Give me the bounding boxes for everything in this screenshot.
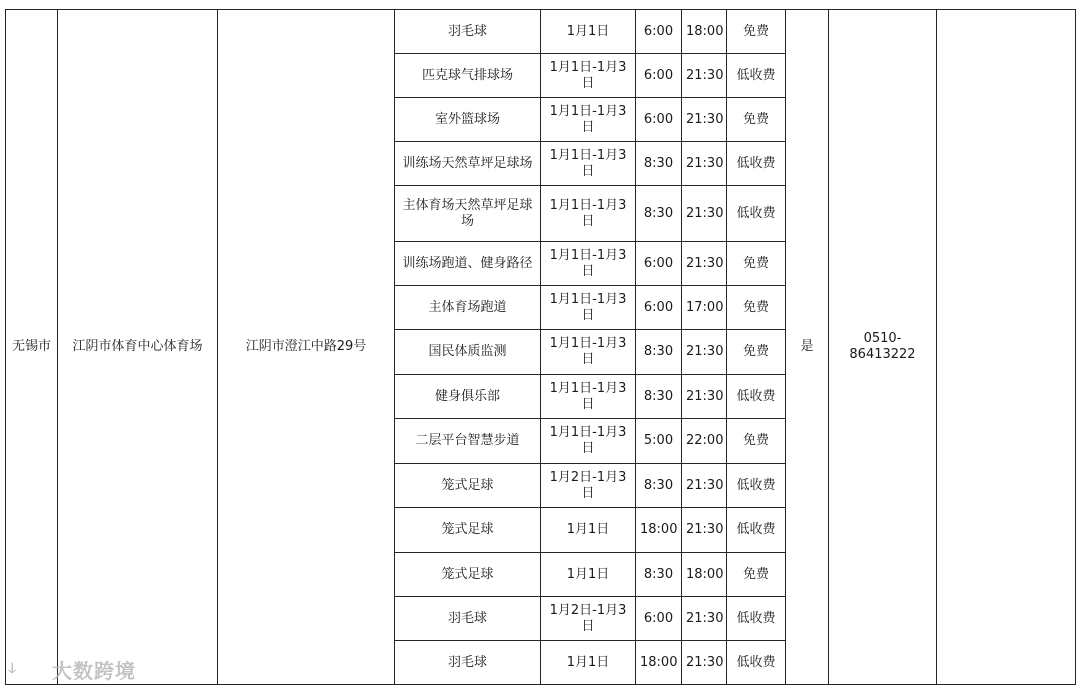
end-time-cell: 21:30	[682, 375, 727, 419]
end-time-cell: 21:30	[682, 641, 727, 685]
phone-cell: 0510-86413222	[829, 10, 937, 685]
address-cell: 江阴市澄江中路29号	[218, 10, 395, 685]
item-cell: 二层平台智慧步道	[395, 419, 541, 464]
end-time-cell: 21:30	[682, 186, 727, 242]
fee-cell: 免费	[727, 419, 786, 464]
item-cell: 羽毛球	[395, 10, 541, 54]
date-cell: 1月1日	[541, 10, 636, 54]
venue-name-cell: 江阴市体育中心体育场	[58, 10, 218, 685]
end-time-cell: 21:30	[682, 54, 727, 98]
fee-cell: 低收费	[727, 641, 786, 685]
start-time-cell: 5:00	[636, 419, 682, 464]
venue-schedule-table	[5, 9, 1076, 685]
item-cell: 训练场跑道、健身路径	[395, 242, 541, 286]
item-cell: 羽毛球	[395, 641, 541, 685]
start-time-cell: 8:30	[636, 330, 682, 375]
fee-cell: 低收费	[727, 508, 786, 553]
end-time-cell: 21:30	[682, 597, 727, 641]
item-cell: 主体育场跑道	[395, 286, 541, 330]
item-cell: 主体育场天然草坪足球场	[395, 186, 541, 242]
fee-cell: 低收费	[727, 597, 786, 641]
fee-cell: 免费	[727, 330, 786, 375]
item-cell: 训练场天然草坪足球场	[395, 142, 541, 186]
item-cell: 国民体质监测	[395, 330, 541, 375]
date-cell: 1月1日	[541, 553, 636, 597]
date-cell: 1月2日-1月3日	[541, 597, 636, 641]
item-cell: 笼式足球	[395, 553, 541, 597]
item-cell: 羽毛球	[395, 597, 541, 641]
item-cell: 匹克球气排球场	[395, 54, 541, 98]
fee-cell: 免费	[727, 242, 786, 286]
watermark-text: 大数跨境	[52, 659, 136, 683]
end-time-cell: 18:00	[682, 553, 727, 597]
fee-cell: 免费	[727, 10, 786, 54]
date-cell: 1月1日-1月3日	[541, 419, 636, 464]
end-time-cell: 17:00	[682, 286, 727, 330]
date-cell: 1月1日-1月3日	[541, 375, 636, 419]
start-time-cell: 6:00	[636, 98, 682, 142]
item-cell: 室外篮球场	[395, 98, 541, 142]
start-time-cell: 6:00	[636, 597, 682, 641]
start-time-cell: 8:30	[636, 375, 682, 419]
date-cell: 1月1日-1月3日	[541, 330, 636, 375]
end-time-cell: 21:30	[682, 98, 727, 142]
end-time-cell: 22:00	[682, 419, 727, 464]
open-flag-cell: 是	[786, 10, 829, 685]
table-body	[6, 10, 1076, 685]
fee-cell: 低收费	[727, 464, 786, 508]
fee-cell: 免费	[727, 98, 786, 142]
end-time-cell: 21:30	[682, 330, 727, 375]
date-cell: 1月1日	[541, 508, 636, 553]
city-cell: 无锡市	[6, 10, 58, 685]
date-cell: 1月1日-1月3日	[541, 242, 636, 286]
date-cell: 1月1日-1月3日	[541, 286, 636, 330]
end-time-cell: 21:30	[682, 242, 727, 286]
fee-cell: 低收费	[727, 142, 786, 186]
fee-cell: 免费	[727, 286, 786, 330]
fee-cell: 低收费	[727, 54, 786, 98]
date-cell: 1月1日-1月3日	[541, 142, 636, 186]
start-time-cell: 18:00	[636, 508, 682, 553]
start-time-cell: 6:00	[636, 286, 682, 330]
date-cell: 1月1日-1月3日	[541, 54, 636, 98]
fee-cell: 低收费	[727, 375, 786, 419]
item-cell: 笼式足球	[395, 508, 541, 553]
start-time-cell: 8:30	[636, 186, 682, 242]
fee-cell: 低收费	[727, 186, 786, 242]
end-time-cell: 18:00	[682, 10, 727, 54]
start-time-cell: 8:30	[636, 464, 682, 508]
fee-cell: 免费	[727, 553, 786, 597]
start-time-cell: 6:00	[636, 10, 682, 54]
end-time-cell: 21:30	[682, 142, 727, 186]
watermark-logo-icon: ↆ	[8, 658, 17, 677]
end-time-cell: 21:30	[682, 464, 727, 508]
date-cell: 1月1日-1月3日	[541, 98, 636, 142]
start-time-cell: 8:30	[636, 553, 682, 597]
start-time-cell: 6:00	[636, 242, 682, 286]
item-cell: 健身俱乐部	[395, 375, 541, 419]
date-cell: 1月1日	[541, 641, 636, 685]
item-cell: 笼式足球	[395, 464, 541, 508]
date-cell: 1月2日-1月3日	[541, 464, 636, 508]
remarks-cell	[937, 10, 1076, 685]
start-time-cell: 6:00	[636, 54, 682, 98]
table-row	[6, 10, 1076, 54]
start-time-cell: 18:00	[636, 641, 682, 685]
end-time-cell: 21:30	[682, 508, 727, 553]
date-cell: 1月1日-1月3日	[541, 186, 636, 242]
start-time-cell: 8:30	[636, 142, 682, 186]
